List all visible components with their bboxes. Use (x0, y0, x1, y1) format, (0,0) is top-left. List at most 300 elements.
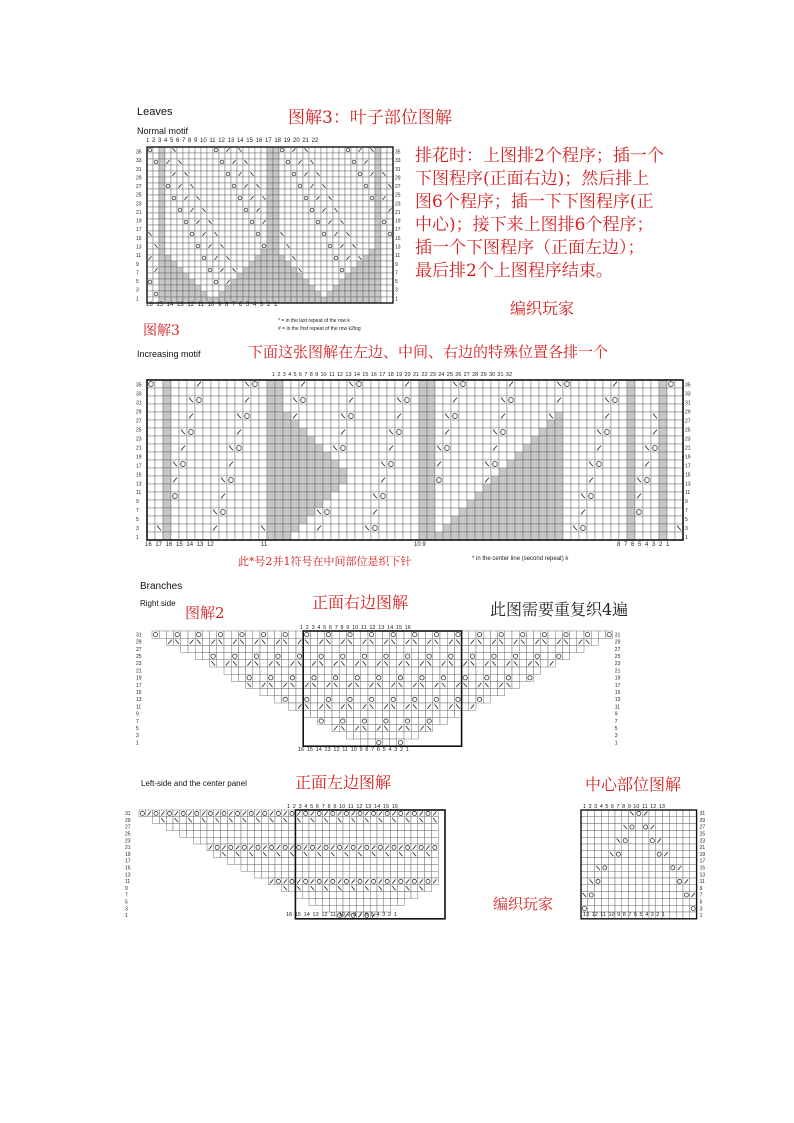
no-stitch-cell (627, 452, 635, 460)
no-stitch-cell (475, 532, 483, 540)
chart-cell (357, 183, 363, 189)
chart-cell (291, 225, 297, 231)
chart-cell (195, 147, 201, 153)
no-stitch-cell (523, 524, 531, 532)
chart-cell (339, 420, 347, 428)
no-stitch-cell (291, 460, 299, 468)
chart-cell (166, 631, 173, 638)
no-stitch-cell (291, 267, 297, 273)
no-stitch-cell (375, 177, 381, 183)
chart-cell (153, 249, 159, 255)
chart-cell (291, 183, 297, 189)
chart-cell (339, 460, 347, 468)
chart-cell (459, 460, 467, 468)
chart-cell (309, 219, 315, 225)
chart-cell (384, 817, 391, 824)
center-cn-title: 中心部位图解 (585, 775, 682, 794)
chart-cell (165, 219, 171, 225)
chart-cell (571, 492, 579, 500)
row-number: 19 (685, 454, 691, 461)
chart-cell (440, 696, 447, 703)
chart-cell (587, 508, 595, 516)
chart-cell (147, 243, 153, 249)
chart-cell (440, 631, 447, 638)
chart-cell (375, 631, 382, 638)
chart-cell (515, 396, 523, 404)
chart-cell (323, 898, 330, 905)
chart-cell (155, 484, 163, 492)
no-stitch-cell (555, 436, 563, 444)
no-stitch-cell (427, 484, 435, 492)
no-stitch-cell (189, 279, 195, 285)
chart-cell (381, 159, 387, 165)
chart-cell (643, 396, 651, 404)
chart-cell (467, 476, 475, 484)
no-stitch-cell (279, 255, 285, 261)
chart-cell (195, 273, 201, 279)
chart-cell (297, 177, 303, 183)
chart-cell (343, 871, 350, 878)
chart-cell (643, 452, 651, 460)
no-stitch-cell (159, 291, 165, 297)
chart-cell (274, 667, 281, 674)
chart-cell (611, 500, 619, 508)
chart-cell (219, 388, 227, 396)
chart-cell (211, 396, 219, 404)
chart-cell (235, 516, 243, 524)
chart-cell (608, 830, 615, 837)
chart-cell (155, 476, 163, 484)
chart-cell (333, 171, 339, 177)
chart-cell (526, 653, 533, 660)
no-stitch-cell (357, 297, 363, 303)
chart-cell (309, 147, 315, 153)
chart-cell (397, 638, 404, 645)
no-stitch-cell (171, 291, 177, 297)
chart-cell (571, 500, 579, 508)
chart-cell (289, 696, 296, 703)
chart-cell (249, 189, 255, 195)
no-stitch-cell (291, 297, 297, 303)
row-number: 11 (136, 704, 142, 711)
chart-cell (333, 237, 339, 243)
no-stitch-cell (283, 420, 291, 428)
chart-cell (443, 452, 451, 460)
chart-cell (207, 273, 213, 279)
chart-cell (274, 645, 281, 652)
chart-cell (259, 468, 267, 476)
chart-cell (251, 476, 259, 484)
chart-cell (483, 631, 490, 638)
chart-cell (291, 404, 299, 412)
no-stitch-cell (427, 404, 435, 412)
chart-cell (505, 674, 512, 681)
chart-cell (309, 858, 316, 865)
chart-cell (683, 830, 690, 837)
no-stitch-cell (491, 484, 499, 492)
no-stitch-cell (273, 195, 279, 201)
row-number: 9 (136, 711, 139, 718)
no-stitch-cell (363, 255, 369, 261)
chart-cell (579, 500, 587, 508)
chart-cell (467, 484, 475, 492)
chart-cell (171, 153, 177, 159)
chart-cell (587, 524, 595, 532)
row-number: 1 (136, 535, 139, 542)
chart-cell (227, 508, 235, 516)
chart-cell (676, 844, 683, 851)
chart-cell (339, 516, 347, 524)
no-stitch-cell (515, 460, 523, 468)
chart-cell (369, 183, 375, 189)
chart-cell (403, 492, 411, 500)
chart-cell (171, 468, 179, 476)
chart-cell (325, 667, 332, 674)
no-stitch-cell (307, 500, 315, 508)
chart-cell (221, 837, 228, 844)
chart-cell (227, 388, 235, 396)
chart-cell (368, 645, 375, 652)
chart-cell (675, 428, 683, 436)
chart-cell (595, 524, 603, 532)
no-stitch-cell (267, 147, 273, 153)
chart-cell (332, 638, 339, 645)
chart-cell (603, 444, 611, 452)
chart-cell (339, 492, 347, 500)
chart-cell (411, 824, 418, 831)
chart-cell (307, 420, 315, 428)
chart-cell (390, 710, 397, 717)
chart-cell (231, 237, 237, 243)
row-number: 17 (395, 227, 401, 234)
chart-cell (219, 207, 225, 213)
chart-cell (531, 380, 539, 388)
chart-cell (371, 452, 379, 460)
chart-cell (491, 420, 499, 428)
chart-cell (195, 436, 203, 444)
chart-cell (275, 871, 282, 878)
chart-cell (629, 898, 636, 905)
chart-cell (361, 689, 368, 696)
chart-cell (676, 905, 683, 912)
chart-cell (315, 396, 323, 404)
no-stitch-cell (267, 195, 273, 201)
chart-cell (255, 851, 262, 858)
chart-cell (345, 261, 351, 267)
chart-cell (690, 912, 697, 919)
chart-cell (676, 810, 683, 817)
chart-cell (519, 631, 526, 638)
chart-cell (635, 844, 642, 851)
chart-cell (187, 830, 194, 837)
chart-cell (571, 404, 579, 412)
chart-cell (363, 444, 371, 452)
leaves-cn-side-note (415, 145, 664, 283)
chart-cell (261, 189, 267, 195)
no-stitch-cell (273, 219, 279, 225)
chart-cell (211, 436, 219, 444)
chart-cell (608, 837, 615, 844)
chart-cell (225, 231, 231, 237)
chart-cell (368, 710, 375, 717)
no-stitch-cell (659, 508, 667, 516)
chart-cell (188, 631, 195, 638)
chart-cell (255, 165, 261, 171)
chart-cell (227, 412, 235, 420)
chart-cell (343, 824, 350, 831)
chart-cell (307, 532, 315, 540)
row-number: 19 (136, 675, 142, 682)
chart-cell (339, 396, 347, 404)
chart-cell (279, 219, 285, 225)
chart-cell (315, 285, 321, 291)
chart-cell (563, 516, 571, 524)
chart-cell (611, 428, 619, 436)
chart-cell (315, 201, 321, 207)
chart-cell (390, 739, 397, 746)
chart-cell (390, 696, 397, 703)
chart-cell (351, 165, 357, 171)
chart-cell (363, 898, 370, 905)
chart-cell (690, 898, 697, 905)
chart-cell (213, 249, 219, 255)
chart-cell (318, 674, 325, 681)
chart-cell (635, 516, 643, 524)
no-stitch-cell (267, 380, 275, 388)
chart-cell (336, 864, 343, 871)
no-stitch-cell (267, 231, 273, 237)
chart-cell (587, 500, 595, 508)
chart-cell (249, 153, 255, 159)
no-stitch-cell (303, 291, 309, 297)
no-stitch-cell (159, 147, 165, 153)
no-stitch-cell (363, 261, 369, 267)
no-stitch-cell (515, 468, 523, 476)
chart-cell (363, 436, 371, 444)
chart-cell (339, 681, 346, 688)
chart-cell (268, 824, 275, 831)
chart-cell (346, 645, 353, 652)
chart-cell (291, 380, 299, 388)
chart-cell (251, 524, 259, 532)
chart-cell (259, 492, 267, 500)
chart-cell (203, 500, 211, 508)
no-stitch-cell (303, 297, 309, 303)
chart-cell (253, 631, 260, 638)
chart-cell (515, 444, 523, 452)
chart-cell (363, 177, 369, 183)
no-stitch-cell (375, 207, 381, 213)
chart-cell (323, 871, 330, 878)
no-stitch-cell (171, 267, 177, 273)
chart-cell (339, 189, 345, 195)
branches-bottom-numbers: 16 15 14 13 12 11 10 9 8 7 6 5 4 3 2 1 (298, 747, 409, 753)
chart-cell (243, 388, 251, 396)
chart-cell (183, 225, 189, 231)
no-stitch-cell (507, 532, 515, 540)
chart-cell (368, 717, 375, 724)
row-number: 21 (136, 445, 142, 452)
chart-cell (411, 524, 419, 532)
chart-cell (651, 468, 659, 476)
chart-cell (339, 717, 346, 724)
chart-cell (318, 696, 325, 703)
chart-cell (227, 468, 235, 476)
chart-cell (195, 165, 201, 171)
no-stitch-cell (183, 291, 189, 297)
chart-cell (174, 631, 181, 638)
chart-cell (675, 492, 683, 500)
row-number: 27 (136, 184, 142, 191)
chart-cell (370, 871, 377, 878)
chart-cell (601, 830, 608, 837)
chart-cell (369, 213, 375, 219)
chart-cell (274, 674, 281, 681)
chart-cell (213, 237, 219, 243)
chart-cell (667, 532, 675, 540)
chart-cell (619, 412, 627, 420)
chart-cell (177, 165, 183, 171)
chart-cell (357, 898, 364, 905)
chart-cell (147, 213, 153, 219)
chart-cell (241, 837, 248, 844)
chart-cell (539, 380, 547, 388)
chart-cell (201, 285, 207, 291)
row-number: 27 (136, 418, 142, 425)
chart-cell (183, 267, 189, 273)
chart-cell (347, 500, 355, 508)
chart-cell (483, 696, 490, 703)
no-stitch-cell (255, 261, 261, 267)
chart-cell (656, 844, 663, 851)
chart-cell (155, 444, 163, 452)
chart-cell (403, 532, 411, 540)
chart-cell (345, 171, 351, 177)
chart-cell (363, 380, 371, 388)
no-stitch-cell (273, 201, 279, 207)
no-stitch-cell (267, 279, 273, 285)
chart-cell (375, 674, 382, 681)
chart-cell (224, 645, 231, 652)
chart-cell (579, 476, 587, 484)
chart-cell (595, 817, 602, 824)
chart-cell (213, 285, 219, 291)
chart-cell (195, 524, 203, 532)
chart-cell (387, 189, 393, 195)
chart-cell (237, 213, 243, 219)
no-stitch-cell (475, 524, 483, 532)
chart-cell (354, 638, 361, 645)
chart-cell (382, 710, 389, 717)
branches-cn-label: 图解2 (185, 604, 225, 622)
chart-cell (351, 153, 357, 159)
chart-cell (321, 213, 327, 219)
chart-cell (259, 476, 267, 484)
chart-cell (268, 858, 275, 865)
chart-cell (451, 452, 459, 460)
chart-cell (255, 213, 261, 219)
chart-cell (343, 898, 350, 905)
no-stitch-cell (331, 460, 339, 468)
no-stitch-cell (459, 524, 467, 532)
chart-cell (579, 460, 587, 468)
leaves-subheading: Normal motif (137, 126, 189, 136)
no-stitch-cell (291, 273, 297, 279)
row-number: 11 (395, 253, 401, 260)
chart-cell (255, 159, 261, 165)
chart-cell (296, 667, 303, 674)
chart-cell (512, 681, 519, 688)
no-stitch-cell (627, 388, 635, 396)
chart-cell (225, 201, 231, 207)
chart-cell (195, 183, 201, 189)
chart-cell (669, 817, 676, 824)
chart-cell (235, 468, 243, 476)
chart-cell (387, 516, 395, 524)
chart-cell (426, 674, 433, 681)
chart-cell (237, 189, 243, 195)
chart-cell (336, 892, 343, 899)
chart-cell (587, 388, 595, 396)
no-stitch-cell (499, 508, 507, 516)
chart-cell (483, 468, 491, 476)
no-stitch-cell (297, 285, 303, 291)
chart-cell (397, 837, 404, 844)
no-stitch-cell (419, 516, 427, 524)
chart-cell (387, 225, 393, 231)
chart-cell (563, 380, 571, 388)
chart-cell (431, 871, 438, 878)
chart-cell (350, 905, 357, 912)
row-number: 13 (136, 697, 142, 704)
chart-cell (201, 219, 207, 225)
chart-cell (395, 476, 403, 484)
chart-cell (187, 824, 194, 831)
chart-cell (203, 452, 211, 460)
row-number: 23 (395, 201, 401, 208)
chart-cell (189, 201, 195, 207)
chart-cell (171, 243, 177, 249)
chart-cell (523, 380, 531, 388)
chart-cell (231, 653, 238, 660)
no-stitch-cell (345, 285, 351, 291)
chart-cell (411, 725, 418, 732)
chart-cell (397, 858, 404, 865)
chart-cell (213, 207, 219, 213)
chart-cell (651, 388, 659, 396)
no-stitch-cell (427, 420, 435, 428)
chart-cell (547, 388, 555, 396)
chart-cell (303, 689, 310, 696)
chart-cell (635, 532, 643, 540)
chart-cell (483, 645, 490, 652)
chart-cell (224, 638, 231, 645)
chart-cell (177, 171, 183, 177)
chart-cell (411, 452, 419, 460)
chart-cell (255, 858, 262, 865)
chart-cell (490, 645, 497, 652)
chart-cell (203, 468, 211, 476)
chart-cell (274, 681, 281, 688)
no-stitch-cell (375, 231, 381, 237)
chart-cell (611, 412, 619, 420)
chart-cell (147, 524, 155, 532)
note-line-5: 插一个下图程序（正面左边）； (415, 238, 645, 258)
no-stitch-cell (419, 380, 427, 388)
no-stitch-cell (299, 468, 307, 476)
chart-cell (336, 898, 343, 905)
chart-cell (325, 717, 332, 724)
